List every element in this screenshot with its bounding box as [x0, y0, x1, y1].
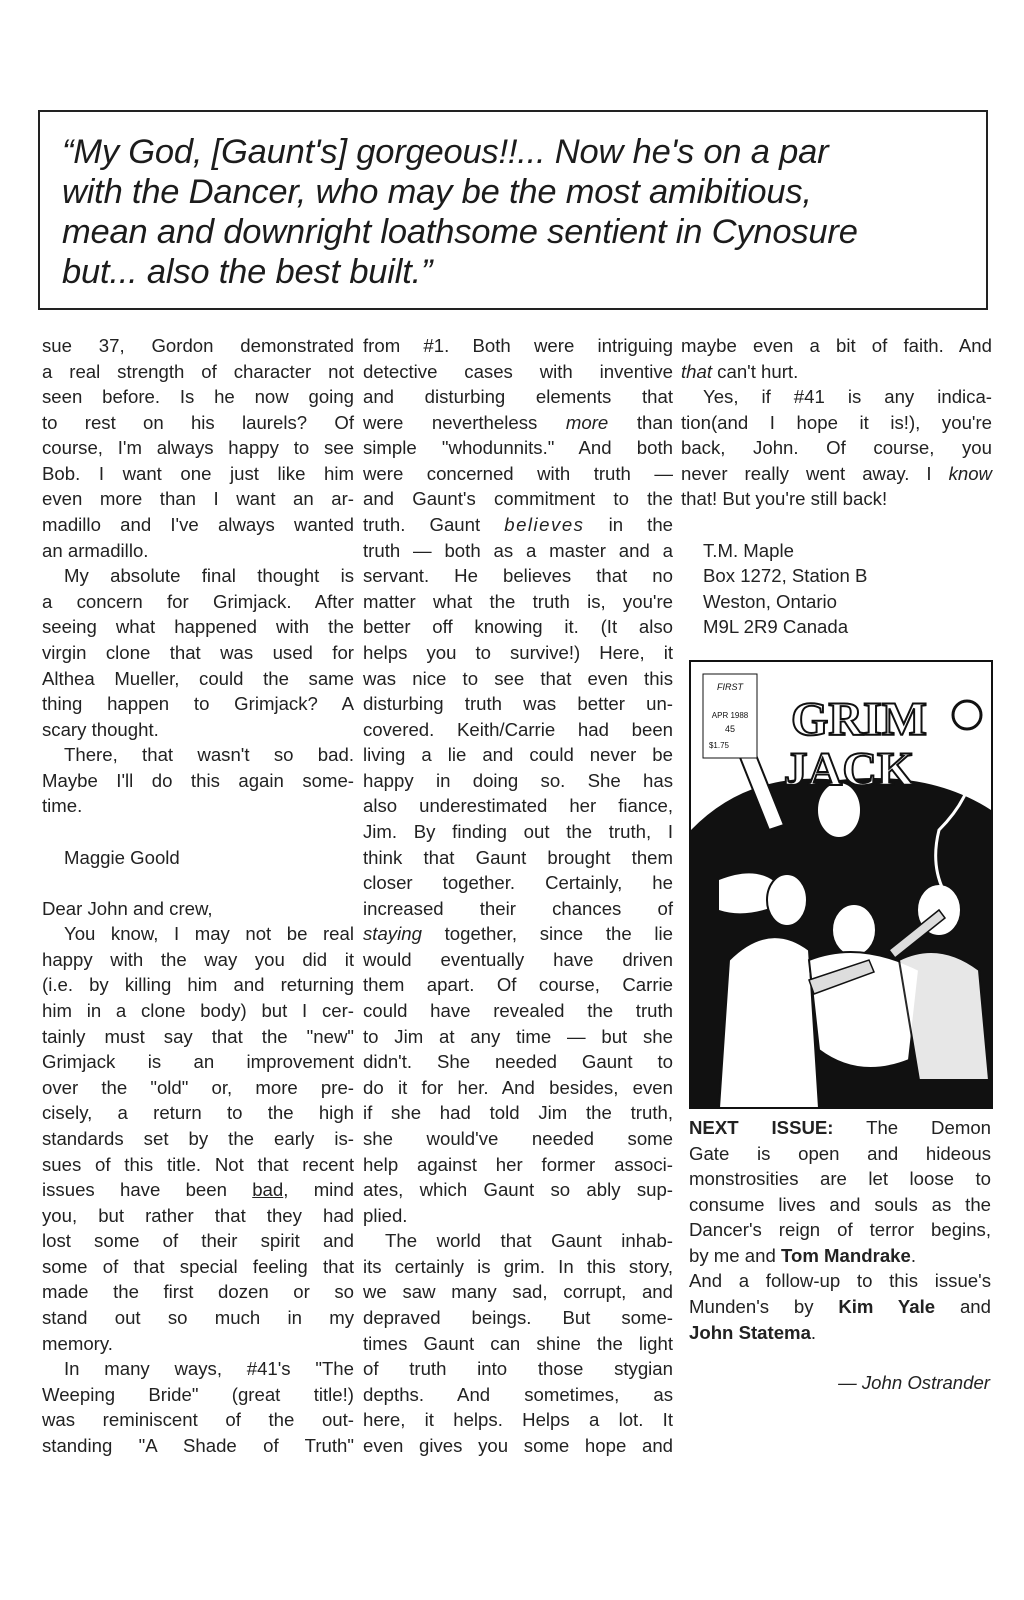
text-line — [363, 640, 673, 666]
text-span: that! But you're still back! — [681, 488, 888, 510]
text-line — [42, 333, 354, 359]
text-line — [42, 435, 354, 461]
text-line — [363, 1126, 673, 1152]
editor-signature: — John Ostrander — [838, 1372, 990, 1393]
italic-text: staying — [363, 923, 422, 945]
text-span: would eventually have driven — [363, 948, 673, 970]
text-span: never really went away. I — [681, 462, 949, 484]
text-span: a real strength of character not — [42, 360, 354, 382]
text-line — [42, 1100, 354, 1126]
text-span: by me and — [689, 1244, 781, 1266]
text-line — [42, 410, 354, 436]
text-line — [42, 563, 354, 589]
text-line — [363, 384, 673, 410]
text-line — [681, 359, 992, 385]
text-span: (i.e. by killing him and returning — [42, 974, 354, 996]
text-line — [363, 538, 673, 564]
text-line — [689, 1320, 991, 1346]
text-span: even more than I want an ar- — [42, 488, 354, 510]
text-line — [363, 921, 673, 947]
text-line — [681, 333, 992, 359]
text-line — [363, 896, 673, 922]
text-line — [363, 666, 673, 692]
text-span: to rest on his laurels? Of — [42, 411, 354, 433]
quote-line: but... also the best built.” — [62, 253, 433, 291]
text-span: Gate is open and hideous — [689, 1142, 991, 1164]
text-span: if she had told Jim the truth, — [363, 1102, 673, 1124]
text-line — [42, 768, 354, 794]
text-span: In many ways, #41's "The — [64, 1358, 354, 1380]
quote-line: with the Dancer, who may be the most amibitious, — [62, 173, 812, 211]
text-line — [363, 691, 673, 717]
text-line — [42, 1407, 354, 1433]
text-span: seen before. Is he now going — [42, 386, 354, 408]
text-line — [42, 1305, 354, 1331]
text-span: detective cases with inventive — [363, 360, 673, 382]
text-span: issues have been — [42, 1179, 253, 1201]
text-line — [42, 691, 354, 717]
text-span: do it for her. And besides, even — [363, 1076, 673, 1098]
quote-line: mean and downright loathsome sentient in Cynosure — [62, 213, 858, 251]
text-line — [681, 435, 992, 461]
text-span: There, that wasn't so bad. — [64, 744, 354, 766]
text-span: depths. And sometimes, as — [363, 1383, 673, 1405]
text-span: to Jim at any time — but she — [363, 1025, 673, 1047]
text-line — [42, 1382, 354, 1408]
text-line — [42, 998, 354, 1024]
comic-cover-image — [689, 660, 993, 1109]
text-span: was nice to see that even this — [363, 667, 673, 689]
bold-text: Tom Mandrake — [781, 1244, 911, 1266]
text-span: than — [608, 411, 674, 433]
text-line — [42, 538, 354, 564]
text-line — [42, 1254, 354, 1280]
text-span: , mind — [283, 1179, 354, 1201]
pull-quote — [62, 132, 972, 292]
text-span: increased their chances of — [363, 897, 673, 919]
text-line — [42, 870, 354, 896]
text-span: Weston, Ontario — [703, 590, 838, 612]
text-line — [363, 435, 673, 461]
text-span: covered. Keith/Carrie had been — [363, 718, 673, 740]
text-span: madillo and I've always wanted — [42, 514, 354, 536]
pull-quote-box — [38, 110, 988, 310]
text-line — [42, 972, 354, 998]
text-span: tainly must say that the "new" — [42, 1025, 354, 1047]
text-span: cisely, a return to the high — [42, 1102, 354, 1124]
text-line — [363, 486, 673, 512]
text-line — [363, 742, 673, 768]
text-span: over the "old" or, more pre- — [42, 1076, 354, 1098]
text-span: also underestimated her fiance, — [363, 795, 673, 817]
text-line — [363, 333, 673, 359]
text-line — [681, 512, 992, 538]
text-span: The world that Gaunt inhab- — [385, 1230, 673, 1252]
text-span: Bob. I want one just like him — [42, 462, 354, 484]
text-span: Dear John and crew, — [42, 897, 213, 919]
text-span: some of that special feeling that — [42, 1255, 354, 1277]
text-line — [42, 640, 354, 666]
text-line — [681, 461, 992, 487]
text-span: . — [810, 1321, 817, 1343]
text-line — [681, 538, 992, 564]
text-span: better off knowing it. (It also — [363, 616, 673, 638]
text-line — [689, 1217, 991, 1243]
text-span: simple "whodunnits." And both — [363, 437, 673, 459]
text-line — [42, 1177, 354, 1203]
text-span: its certainly is grim. In this story, — [363, 1255, 673, 1277]
text-span: M9L 2R9 Canada — [703, 616, 849, 638]
text-line — [363, 768, 673, 794]
text-line — [363, 614, 673, 640]
text-line — [681, 410, 992, 436]
text-line — [681, 589, 992, 615]
text-span: Dancer's reign of terror begins, — [689, 1219, 991, 1241]
text-line — [689, 1294, 991, 1320]
text-line — [42, 359, 354, 385]
text-line — [689, 1243, 991, 1269]
text-span: happy with the way you did it — [42, 948, 354, 970]
bold-text: John Statema — [689, 1321, 811, 1343]
text-line — [363, 1305, 673, 1331]
text-span: . — [910, 1244, 917, 1266]
text-line — [363, 410, 673, 436]
text-span: made the first dozen or so — [42, 1281, 354, 1303]
text-span: thing happen to Grimjack? A — [42, 693, 354, 715]
text-span: monstrosities are let loose to — [689, 1168, 991, 1190]
text-span: Maybe I'll do this again some- — [42, 769, 354, 791]
text-line — [363, 947, 673, 973]
text-span: back, John. Of course, you — [681, 437, 992, 459]
text-span: closer together. Certainly, he — [363, 872, 673, 894]
text-span: were nevertheless — [363, 411, 566, 433]
text-line — [681, 486, 992, 512]
text-line — [363, 1100, 673, 1126]
text-span: time. — [42, 795, 83, 817]
text-span: help against her former associ- — [363, 1153, 673, 1175]
text-span: And a follow-up to this issue's — [689, 1270, 991, 1292]
text-span: together, since the lie — [421, 923, 673, 945]
text-span: You know, I may not be real — [64, 923, 354, 945]
text-line — [42, 384, 354, 410]
text-span: memory. — [42, 1332, 113, 1354]
text-line — [42, 614, 354, 640]
cover-price: $1.75 — [708, 741, 730, 750]
text-span: times Gaunt can shine the light — [363, 1332, 673, 1354]
text-span: didn't. She needed Gaunt to — [363, 1051, 673, 1073]
text-span: ates, which Gaunt so ably sup- — [363, 1179, 673, 1201]
text-span: matter what the truth is, you're — [363, 590, 673, 612]
text-span: and Gaunt's commitment to the — [363, 488, 673, 510]
text-span: them apart. Of course, Carrie — [363, 974, 673, 996]
text-line — [363, 1331, 673, 1357]
text-span: Weeping Bride" (great title!) — [42, 1383, 354, 1405]
text-span: of truth into those stygian — [363, 1358, 673, 1380]
text-line — [42, 896, 354, 922]
text-line — [363, 1407, 673, 1433]
text-line — [363, 845, 673, 871]
text-line — [689, 1166, 991, 1192]
text-line — [363, 1382, 673, 1408]
text-line — [681, 563, 992, 589]
italic-text: more — [565, 411, 609, 433]
text-line — [42, 589, 354, 615]
text-span: think that Gaunt brought them — [363, 846, 673, 868]
cover-logo: GRIM — [791, 693, 927, 746]
text-line — [42, 921, 354, 947]
text-span: him in a clone body) but I cer- — [42, 1000, 354, 1022]
text-line — [681, 384, 992, 410]
text-line — [42, 947, 354, 973]
text-line — [42, 1024, 354, 1050]
text-line — [42, 1228, 354, 1254]
text-line — [42, 717, 354, 743]
text-span: seeing what happened with the — [42, 616, 354, 638]
text-line — [689, 1268, 991, 1294]
text-span: Box 1272, Station B — [703, 565, 868, 587]
italic-text: believes — [504, 514, 585, 536]
text-span: and — [935, 1296, 991, 1318]
next-issue-blurb — [689, 1115, 991, 1345]
text-line — [363, 1356, 673, 1382]
text-span: was reminiscent of the out- — [42, 1409, 354, 1431]
text-line — [363, 1049, 673, 1075]
text-span: bad — [252, 1179, 284, 1201]
text-span: stand out so much in my — [42, 1306, 354, 1328]
text-span: you, but rather that they had — [42, 1204, 354, 1226]
text-span: Maggie Goold — [64, 846, 180, 868]
text-line — [363, 972, 673, 998]
text-span: standards set by the early is- — [42, 1127, 354, 1149]
cover-date: APR 1988 — [711, 711, 749, 720]
cover-issue: 45 — [724, 724, 736, 734]
text-span: Yes, if #41 is any indica- — [703, 386, 992, 408]
text-line — [42, 1356, 354, 1382]
text-line — [689, 1115, 991, 1141]
text-span: sue 37, Gordon demonstrated — [42, 335, 354, 356]
text-span: The Demon — [833, 1117, 992, 1138]
letter-column-2 — [363, 333, 673, 1458]
text-span: disturbing truth was better un- — [363, 693, 673, 715]
text-span: My absolute final thought is — [64, 565, 354, 587]
text-span: from #1. Both were intriguing — [363, 335, 673, 356]
text-line — [42, 1152, 354, 1178]
text-span: living a lie and could never be — [363, 744, 673, 766]
text-line — [363, 1254, 673, 1280]
text-line — [42, 742, 354, 768]
text-line — [42, 1049, 354, 1075]
text-line — [363, 589, 673, 615]
text-span: Munden's by — [689, 1296, 839, 1318]
text-line — [363, 1075, 673, 1101]
text-line — [42, 819, 354, 845]
text-line — [42, 666, 354, 692]
text-line — [42, 845, 354, 871]
italic-text: that — [681, 360, 713, 382]
text-line — [363, 819, 673, 845]
text-line — [363, 717, 673, 743]
text-line — [42, 1075, 354, 1101]
text-span: she would've needed some — [363, 1127, 673, 1149]
text-line — [363, 870, 673, 896]
text-line — [363, 359, 673, 385]
grimjack-cover-illustration — [689, 660, 993, 1109]
text-line — [42, 512, 354, 538]
text-span: maybe even a bit of faith. And — [681, 335, 992, 356]
text-span: T.M. Maple — [703, 539, 794, 561]
text-span: virgin clone that was used for — [42, 641, 354, 663]
text-line — [689, 1141, 991, 1167]
text-line — [363, 563, 673, 589]
svg-text:JACK: JACK — [783, 743, 915, 796]
text-span: can't hurt. — [712, 360, 799, 382]
text-line — [363, 1279, 673, 1305]
bold-text: NEXT ISSUE: — [689, 1117, 834, 1138]
text-span: truth. Gaunt — [363, 514, 505, 536]
text-line — [363, 512, 673, 538]
text-span: truth — both as a master and a — [363, 539, 673, 561]
bold-text: Kim Yale — [838, 1296, 936, 1318]
text-span: servant. He believes that no — [363, 565, 673, 587]
text-line — [42, 1126, 354, 1152]
text-line — [363, 461, 673, 487]
text-span: Jim. By finding out the truth, I — [363, 820, 673, 842]
text-line — [363, 1433, 673, 1459]
text-line — [363, 1024, 673, 1050]
text-span: and disturbing elements that — [363, 386, 673, 408]
letter-column-3 — [681, 333, 992, 640]
text-span: plied. — [363, 1204, 408, 1226]
text-line — [363, 793, 673, 819]
text-span: Althea Mueller, could the same — [42, 667, 354, 689]
text-span: were concerned with truth — — [363, 462, 673, 484]
text-span: here, it helps. Helps a lot. It — [363, 1409, 673, 1431]
text-span: in the — [584, 514, 673, 536]
text-span: standing "A Shade of Truth" — [42, 1434, 354, 1456]
text-span: Grimjack is an improvement — [42, 1051, 354, 1073]
text-span: even gives you some hope and — [363, 1434, 673, 1456]
text-span: a concern for Grimjack. After — [42, 590, 354, 612]
text-line — [42, 486, 354, 512]
text-span: helps you to survive!) Here, it — [363, 641, 673, 663]
text-line — [363, 1152, 673, 1178]
text-span: sues of this title. Not that recent — [42, 1153, 354, 1175]
text-line — [42, 461, 354, 487]
text-span: consume lives and souls as the — [689, 1193, 991, 1215]
text-line — [42, 1279, 354, 1305]
text-span: scary thought. — [42, 718, 159, 740]
text-span: depraved beings. But some- — [363, 1306, 673, 1328]
cover-publisher: FIRST — [717, 682, 743, 692]
text-line — [689, 1192, 991, 1218]
letter-column-1 — [42, 333, 354, 1458]
text-line — [42, 1433, 354, 1459]
text-line — [363, 998, 673, 1024]
text-span: we saw many sad, corrupt, and — [363, 1281, 673, 1303]
text-span: happy in doing so. She has — [363, 769, 673, 791]
text-line — [42, 1203, 354, 1229]
text-span: an armadillo. — [42, 539, 149, 561]
text-span: tion(and I hope it is!), you're — [681, 411, 992, 433]
text-line — [363, 1177, 673, 1203]
text-line — [42, 1331, 354, 1357]
quote-line: “My God, [Gaunt's] gorgeous!!... Now he's on a par — [62, 133, 829, 171]
text-line — [363, 1228, 673, 1254]
text-span: lost some of their spirit and — [42, 1230, 354, 1252]
text-line — [681, 614, 992, 640]
text-line — [363, 1203, 673, 1229]
text-span: could have revealed the truth — [363, 1000, 673, 1022]
text-span: course, I'm always happy to see — [42, 437, 354, 459]
text-line — [42, 793, 354, 819]
italic-text: know — [948, 462, 992, 484]
